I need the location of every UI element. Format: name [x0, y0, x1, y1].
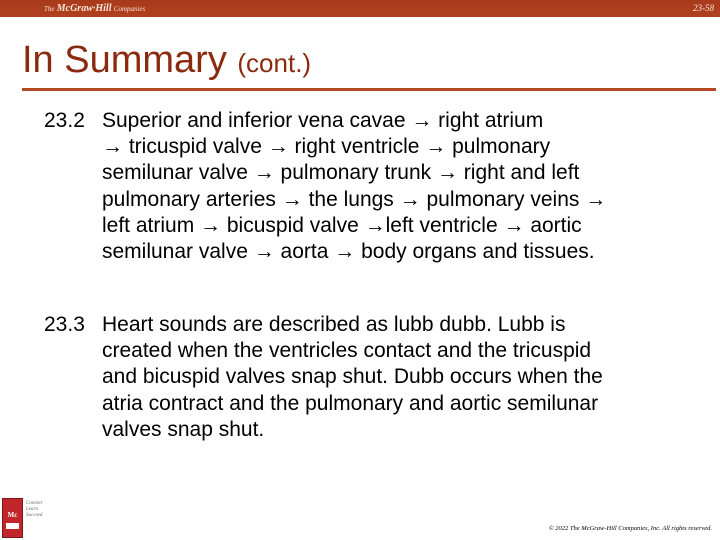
summary-item-23-3	[44, 312, 704, 443]
slide-title-main: In Summary	[22, 39, 227, 81]
slide-title	[22, 38, 311, 85]
item-number: 23.3	[44, 313, 85, 336]
slide-number: 23-58	[693, 3, 714, 13]
brand-name: McGraw·Hill	[56, 3, 112, 14]
slide-title-sub: (cont.)	[237, 48, 312, 78]
publisher-brand	[44, 2, 145, 15]
logo-tagline: Connect Learn Succeed	[26, 501, 43, 518]
title-underline	[22, 88, 716, 91]
item-number: 23.2	[44, 109, 85, 132]
brand-suffix: Companies	[113, 5, 146, 13]
copyright-notice: © 2022 The McGraw-Hill Companies, Inc. All rights reserved.	[548, 525, 712, 532]
summary-item-23-2	[44, 108, 704, 265]
publisher-logo	[2, 498, 60, 538]
brand-prefix: The	[44, 5, 55, 13]
item-text: Superior and inferior vena cavae → right atrium → tricuspid valve → right ventricle → pulmonary semilunar valve → pulmonary trunk → right and left pulmonary arteries → the lungs → pulmonary veins → left atrium → bicuspid valve →left ventricle → aortic semilunar valve → aorta → body organs and tissues.	[102, 109, 607, 264]
item-text: Heart sounds are described as lubb dubb. Lubb is created when the ventricles contact and the tricuspid and bicuspid valves snap shut. Dubb occurs when the atria contract and the pulmonary and aortic semilunar valves snap shut.	[102, 313, 603, 441]
logo-mark-icon: Mc	[2, 498, 23, 538]
header-bar	[0, 0, 720, 17]
